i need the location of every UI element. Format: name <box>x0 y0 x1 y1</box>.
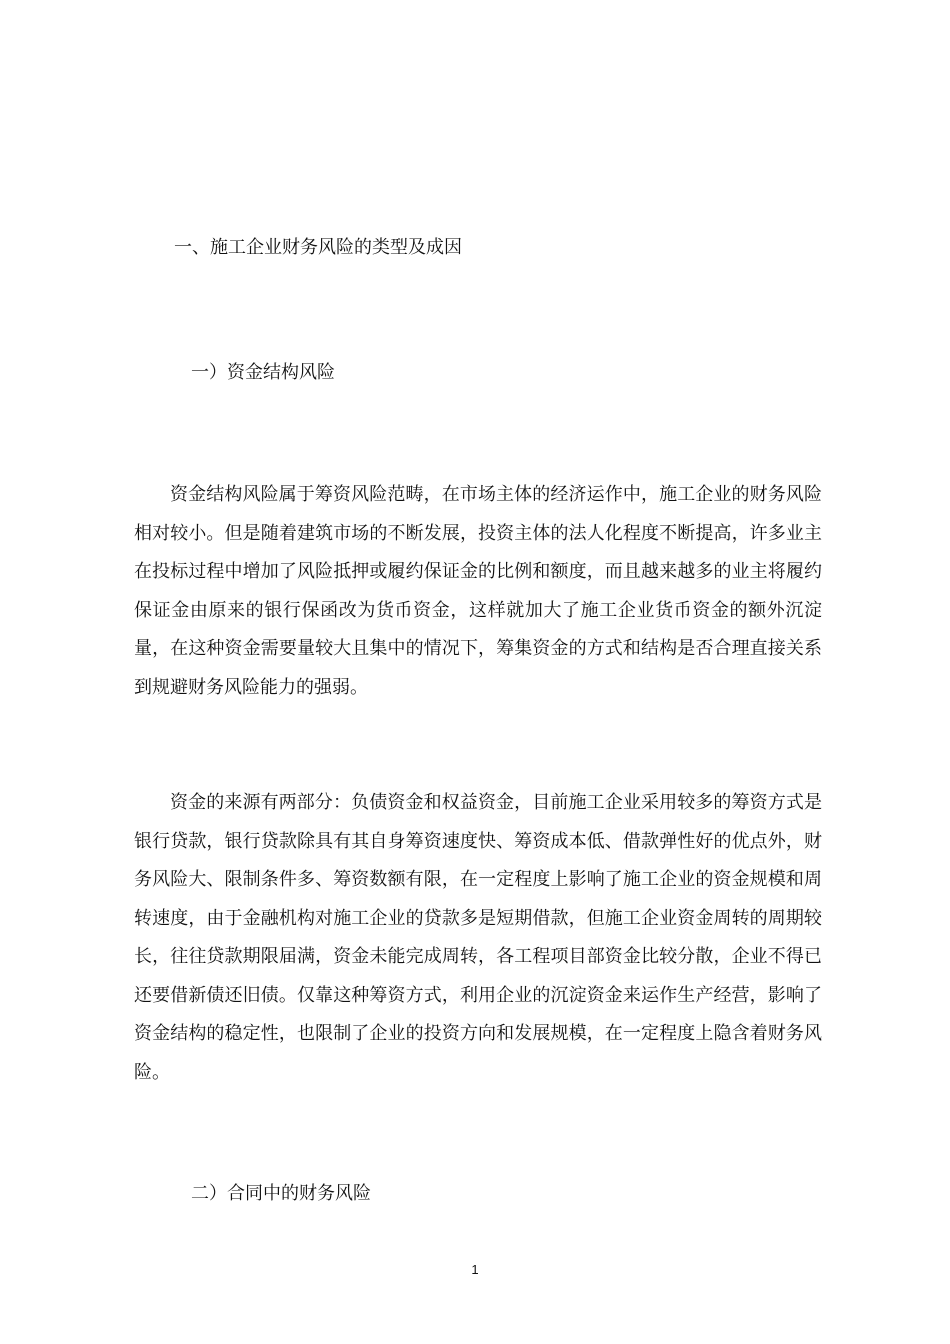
section-heading: 一、施工企业财务风险的类型及成因 <box>174 237 462 258</box>
subsection-title-contract-risk: 二）合同中的财务风险 <box>191 1183 371 1204</box>
subsection-title-capital-structure: 一）资金结构风险 <box>191 362 335 383</box>
page-number: 1 <box>471 1262 479 1277</box>
paragraph: 资金的来源有两部分：负债资金和权益资金，目前施工企业采用较多的筹资方式是银行贷款，银行贷款除具有其自身筹资速度快、筹资成本低、借款弹性好的优点外，财务风险大、限制条件多、筹资数额有限，在一定程度上影响了施工企业的资金规模和周转速度，由于金融机构对施工企业的贷款多是短期借款，但施工企业资金周转的周期较长，往往贷款期限届满，资金未能完成周转，各工程项目部资金比较分散，企业不得已还要借新债还旧债。仅靠这种筹资方式，利用企业的沉淀资金来运作生产经营，影响了资金结构的稳定性，也限制了企业的投资方向和发展规模，在一定程度上隐含着财务风险。 <box>134 792 822 1083</box>
paragraph: 资金结构风险属于筹资风险范畴，在市场主体的经济运作中，施工企业的财务风险相对较小。但是随着建筑市场的不断发展，投资主体的法人化程度不断提高，许多业主在投标过程中增加了风险抵押或履约保证金的比例和额度，而且越来越多的业主将履约保证金由原来的银行保函改为货币资金，这样就加大了施工企业货币资金的额外沉淀量，在这种资金需要量较大且集中的情况下，筹集资金的方式和结构是否合理直接关系到规避财务风险能力的强弱。 <box>134 484 822 698</box>
